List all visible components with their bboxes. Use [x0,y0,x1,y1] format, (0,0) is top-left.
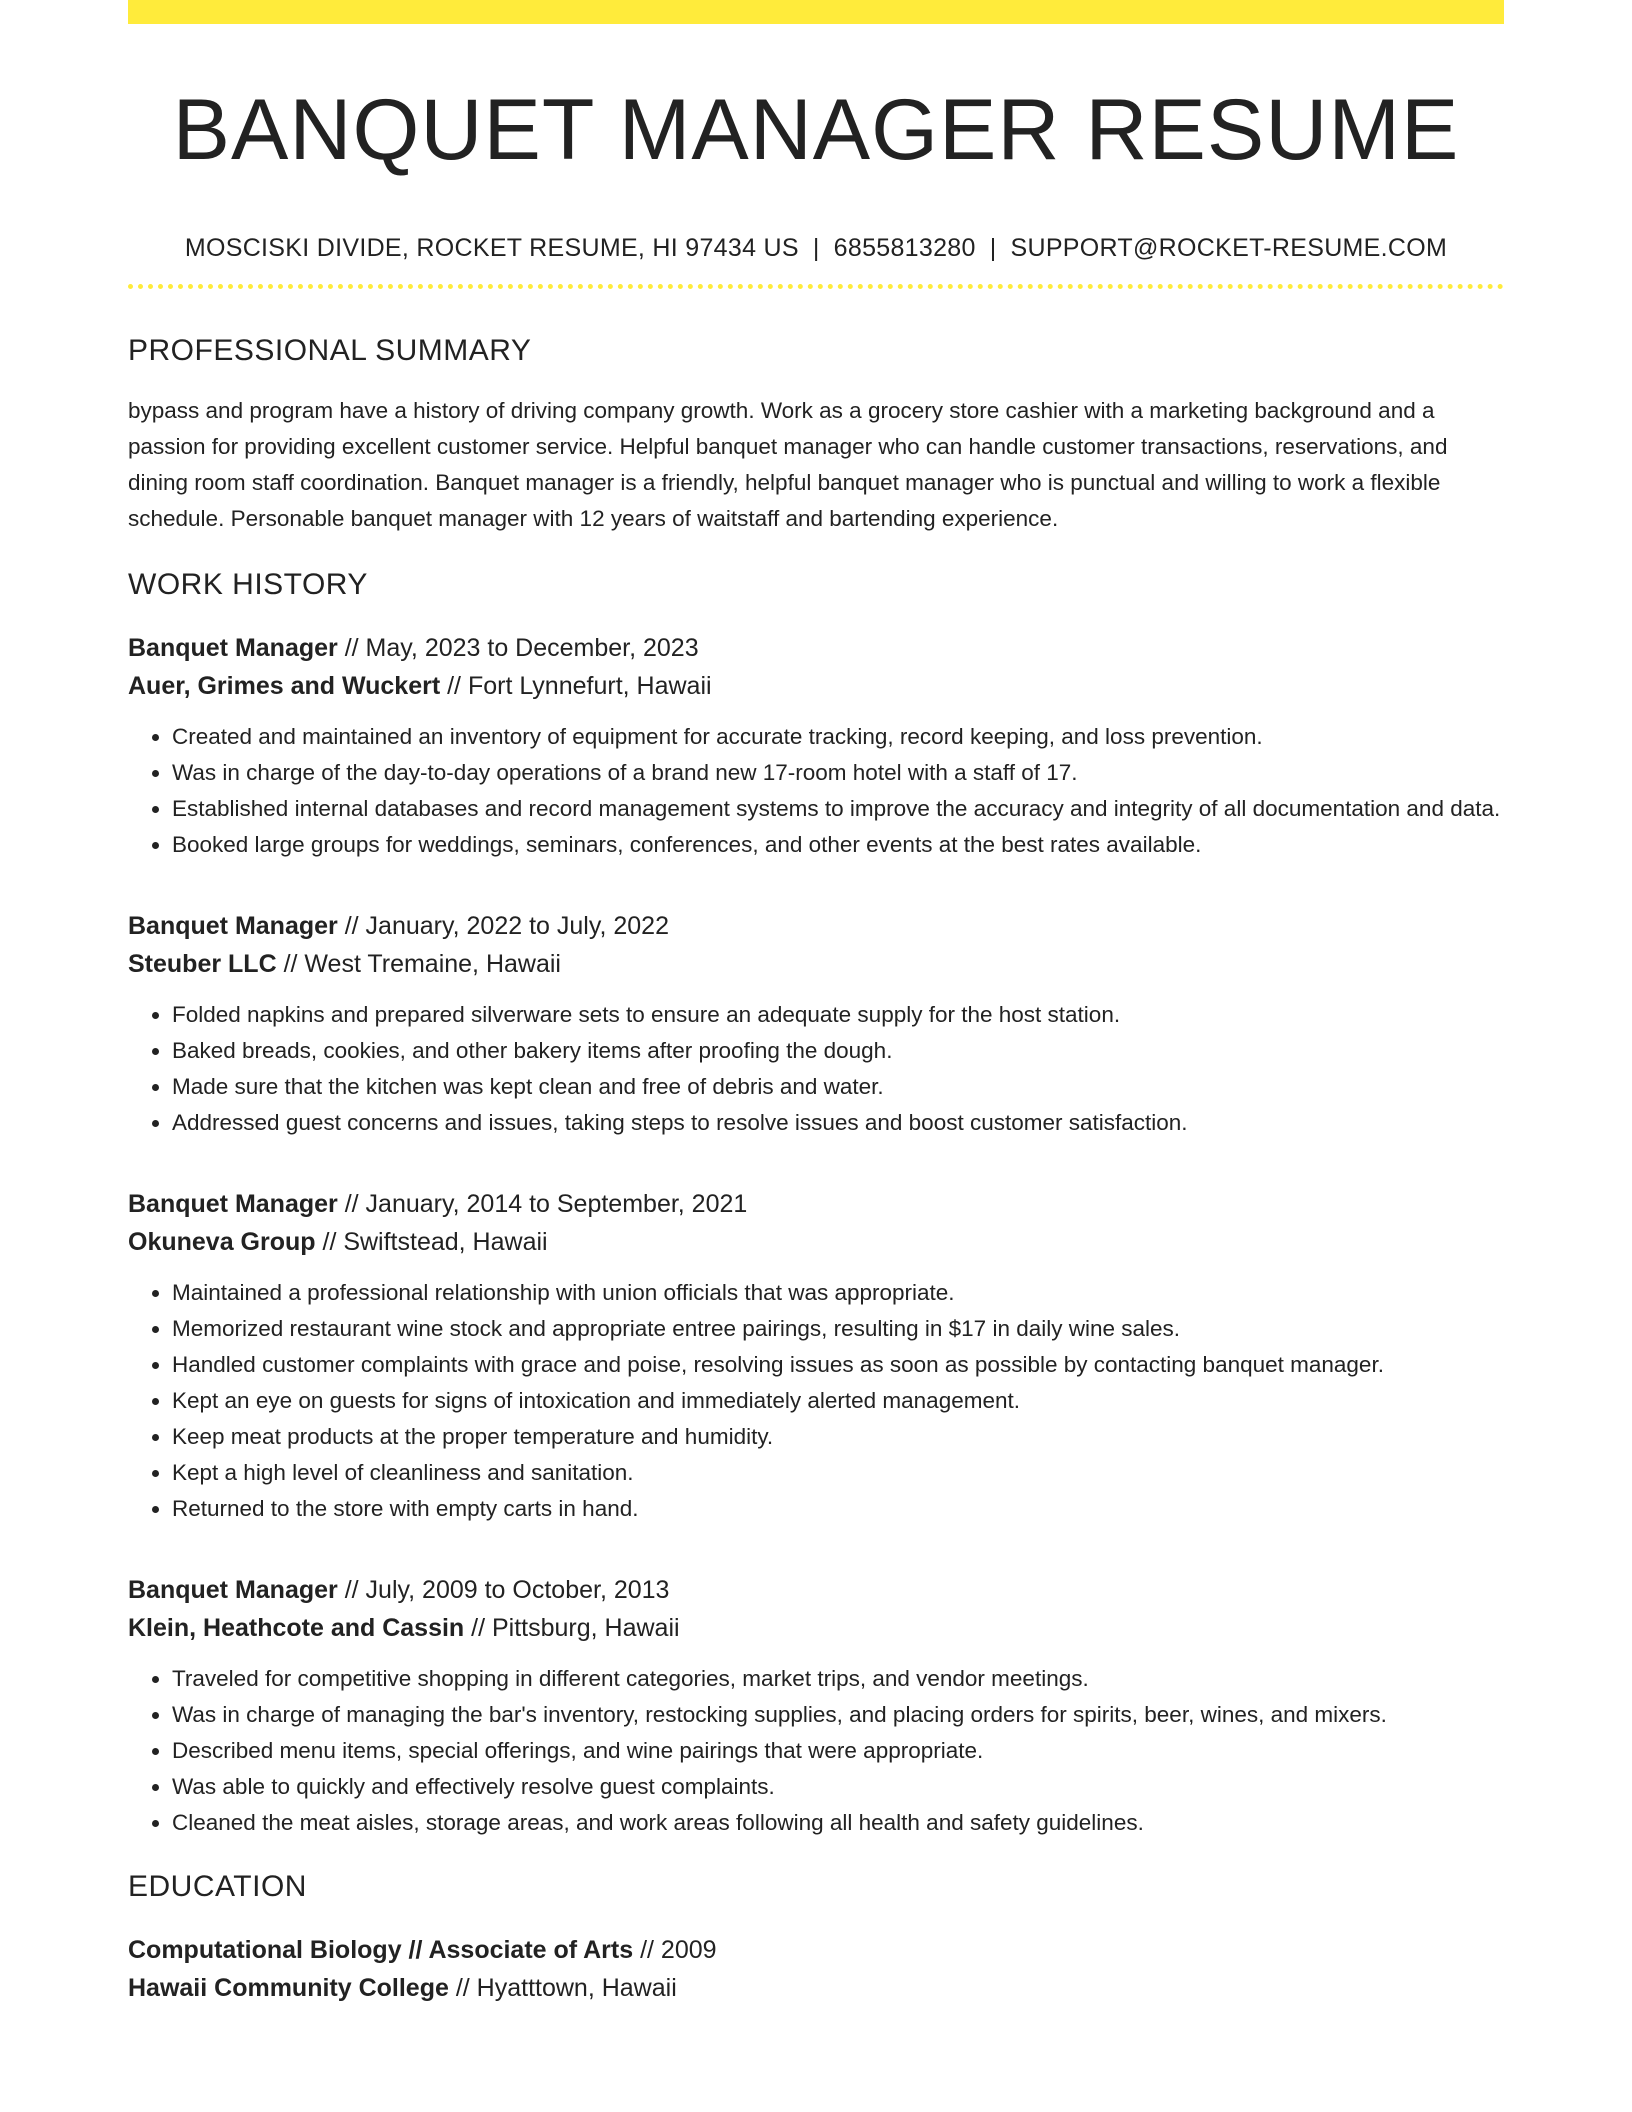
job-company: Steuber LLC [128,950,277,978]
job-bullet: • Maintained a professional relationship with union officials that was appropriate. [172,1275,1504,1311]
job-company: Okuneva Group [128,1228,316,1256]
job-company: Klein, Heathcote and Cassin [128,1614,465,1642]
contact-email: SUPPORT@ROCKET-RESUME.COM [1010,234,1448,262]
resume-title: BANQUET MANAGER RESUME [172,82,1460,178]
job-title: Banquet Manager [128,1190,338,1218]
job-entry [128,629,1504,863]
job-company-line [128,945,1504,983]
job-entry [128,1571,1504,1841]
education-year: // 2009 [633,1936,717,1964]
job-entry [128,1185,1504,1527]
job-dates: // January, 2022 to July, 2022 [337,912,669,940]
summary-text: bypass and program have a history of driving company growth. Work as a grocery store cashier with a marketing background and a passion for providing excellent customer service. Helpful banquet manager who can handle customer transactions, reservations, and dining room staff coordination. Banquet manager is a friendly, helpful banquet manager who is punctual and willing to work a flexible schedule. Personable banquet manager with 12 years of waitstaff and bartending experience. [128,398,1448,531]
job-bullet: • Described menu items, special offerings, and wine pairings that were appropriate. [172,1733,1504,1769]
job-location: // West Tremaine, Hawaii [276,950,561,978]
job-bullet: • Was able to quickly and effectively resolve guest complaints. [172,1769,1504,1805]
job-title-line [128,1185,1504,1223]
education-school-line [128,1969,1504,2007]
job-company-line [128,1223,1504,1261]
job-company-line [128,667,1504,705]
job-bullet-list [128,1661,1504,1841]
job-location: // Pittsburg, Hawaii [464,1614,680,1642]
job-title-line [128,907,1504,945]
job-bullet-list [128,997,1504,1141]
education-degree-line [128,1931,1504,1969]
job-dates: // July, 2009 to October, 2013 [337,1576,670,1604]
job-location: // Swiftstead, Hawaii [315,1228,548,1256]
job-bullet-list [128,719,1504,863]
contact-separator: | [812,234,820,262]
job-dates: // May, 2023 to December, 2023 [337,634,699,662]
job-company: Auer, Grimes and Wuckert [128,672,441,700]
job-location: // Fort Lynnefurt, Hawaii [440,672,712,700]
job-bullet: • Established internal databases and record management systems to improve the accuracy and integrity of all documentation and data. [172,791,1504,827]
job-bullet: • Keep meat products at the proper temperature and humidity. [172,1419,1504,1455]
job-title-line [128,629,1504,667]
job-bullet: • Created and maintained an inventory of equipment for accurate tracking, record keeping, and loss prevention. [172,719,1504,755]
summary-heading: PROFESSIONAL SUMMARY [128,334,532,367]
contact-address: MOSCISKI DIVIDE, ROCKET RESUME, HI 97434 US [184,234,799,262]
job-bullet: • Cleaned the meat aisles, storage areas, and work areas following all health and safety guidelines. [172,1805,1504,1841]
education-heading: EDUCATION [128,1870,307,1903]
job-bullet-list [128,1275,1504,1527]
contact-separator: | [989,234,997,262]
education-school: Hawaii Community College [128,1974,449,2002]
contact-info [128,232,1504,264]
job-bullet: • Memorized restaurant wine stock and appropriate entree pairings, resulting in $17 in daily wine sales. [172,1311,1504,1347]
job-bullet: • Traveled for competitive shopping in different categories, market trips, and vendor meetings. [172,1661,1504,1697]
job-bullet: • Booked large groups for weddings, seminars, conferences, and other events at the best rates available. [172,827,1504,863]
contact-phone: 6855813280 [833,234,976,262]
job-bullet: • Was in charge of managing the bar's inventory, restocking supplies, and placing orders for spirits, beer, wines, and mixers. [172,1697,1504,1733]
job-title: Banquet Manager [128,912,338,940]
education-location: // Hyatttown, Hawaii [448,1974,677,2002]
job-bullet: • Returned to the store with empty carts in hand. [172,1491,1504,1527]
job-title: Banquet Manager [128,634,338,662]
job-bullet: • Kept a high level of cleanliness and sanitation. [172,1455,1504,1491]
education-entry [128,1931,1504,2007]
job-entry [128,907,1504,1141]
job-bullet: • Handled customer complaints with grace and poise, resolving issues as soon as possible by contacting banquet manager. [172,1347,1504,1383]
resume-content [128,0,1504,2007]
job-bullet: • Kept an eye on guests for signs of intoxication and immediately alerted management. [172,1383,1504,1419]
job-company-line [128,1609,1504,1647]
job-bullet: • Made sure that the kitchen was kept clean and free of debris and water. [172,1069,1504,1105]
job-bullet: • Was in charge of the day-to-day operations of a brand new 17-room hotel with a staff of 17. [172,755,1504,791]
dotted-divider [128,284,1504,289]
job-bullet: • Folded napkins and prepared silverware sets to ensure an adequate supply for the host station. [172,997,1504,1033]
job-title: Banquet Manager [128,1576,338,1604]
job-bullet: • Baked breads, cookies, and other bakery items after proofing the dough. [172,1033,1504,1069]
education-degree: Computational Biology // Associate of Arts [128,1936,634,1964]
job-dates: // January, 2014 to September, 2021 [337,1190,748,1218]
job-bullet: • Addressed guest concerns and issues, taking steps to resolve issues and boost customer satisfaction. [172,1105,1504,1141]
work-history-heading: WORK HISTORY [128,568,368,601]
job-title-line [128,1571,1504,1609]
